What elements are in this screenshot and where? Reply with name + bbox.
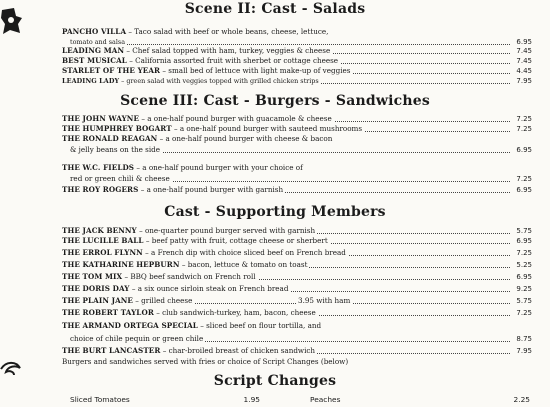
item-desc: – char-broiled breast of chicken sandwich	[160, 346, 316, 355]
item-desc-cont: red or green chili & cheese	[70, 174, 170, 183]
menu-item-errol-flynn	[62, 248, 532, 258]
item-desc: – BBQ beef sandwich on French roll	[122, 272, 256, 281]
item-price: 5.75	[516, 227, 532, 235]
item-price: 8.75	[516, 335, 532, 343]
item-name: LEADING MAN	[62, 46, 125, 55]
item-name: THE RONALD REAGAN	[62, 134, 158, 143]
item-desc: – a one-half pound burger with cheese & bacon	[157, 134, 333, 143]
item-desc-cont: choice of chile pequin or green chile	[70, 334, 204, 343]
item-price: 2.25	[513, 395, 530, 404]
item-price: 6.95	[516, 146, 532, 154]
menu-item-jack-benny	[62, 226, 532, 236]
menu-item-roy-rogers	[62, 185, 532, 195]
item-name: THE JACK BENNY	[62, 226, 137, 235]
item-name: THE ROY ROGERS	[62, 185, 139, 194]
item-desc: – sliced beef on flour tortilla, and	[197, 321, 322, 330]
item-name: THE LUCILLE BALL	[62, 236, 144, 245]
item-price: 9.25	[516, 285, 532, 293]
item-name: PANCHO VILLA	[62, 27, 127, 36]
item-name: LEADING LADY	[62, 77, 120, 85]
menu-item-leading-lady	[62, 76, 532, 86]
item-price: 6.95	[516, 186, 532, 194]
item-price: 6.95	[516, 237, 532, 245]
item-desc: – a one-half pound burger with garnish	[138, 185, 284, 194]
item-desc: – a one-half pound burger with sauteed mushrooms	[171, 124, 363, 133]
item-desc-cont: tomato and salsa	[70, 38, 126, 46]
item-desc: – grilled cheese	[133, 296, 193, 305]
item-alt-price: 3.95 with ham	[298, 296, 351, 305]
item-price: 7.25	[516, 309, 532, 317]
item-desc: – a six ounce sirloin steak on French bread	[129, 284, 289, 293]
item-desc-cont: & jelly beans on the side	[70, 145, 160, 154]
item-price: 7.25	[516, 125, 532, 133]
menu-item-humphrey-bogart	[62, 124, 532, 134]
menu-item-plain-jane	[62, 296, 532, 306]
item-name: Peaches	[310, 395, 341, 404]
item-price: 5.25	[516, 261, 532, 269]
menu-item-pancho-villa	[62, 27, 532, 37]
side-item-sliced-tomatoes	[70, 395, 260, 404]
menu-item-robert-taylor	[62, 308, 532, 318]
item-price: 7.95	[516, 347, 532, 355]
item-desc: – a one-half pound burger with guacamole & cheese	[139, 114, 332, 123]
item-price: 7.25	[516, 175, 532, 183]
item-name: THE ARMAND ORTEGA SPECIAL	[62, 321, 198, 330]
menu-item-ronald-reagan-cont	[70, 145, 532, 155]
item-desc: – bacon, lettuce & tomato on toast	[179, 260, 308, 269]
item-name: THE HUMPHREY BOGART	[62, 124, 172, 133]
item-desc: – one-quarter pound burger served with garnish	[136, 226, 316, 235]
item-price: 5.75	[516, 297, 532, 305]
section-title-burgers: Scene III: Cast - Burgers - Sandwiches	[120, 93, 430, 109]
item-desc: – Taco salad with beef or whole beans, cheese, lettuce,	[126, 27, 329, 36]
item-price: 7.95	[516, 77, 532, 85]
item-price: 7.45	[516, 47, 532, 55]
item-price: 7.45	[516, 57, 532, 65]
item-price: 7.25	[516, 115, 532, 123]
item-name: THE BURT LANCASTER	[62, 346, 161, 355]
menu-item-katharine-hepburn	[62, 260, 532, 270]
item-desc: – a French dip with choice sliced beef on French bread	[142, 248, 346, 257]
menu-item-starlet	[62, 66, 532, 76]
item-price: 4.45	[516, 67, 532, 75]
menu-item-wc-fields	[62, 163, 532, 173]
item-desc: – California assorted fruit with sherbet or cottage cheese	[126, 56, 339, 65]
item-name: THE JOHN WAYNE	[62, 114, 140, 123]
menu-item-ronald-reagan	[62, 134, 532, 144]
item-price: 6.95	[516, 38, 532, 46]
item-name: THE PLAIN JANE	[62, 296, 134, 305]
item-name: THE KATHARINE HEPBURN	[62, 260, 180, 269]
item-price: 1.95	[243, 395, 260, 404]
menu-item-lucille-ball	[62, 236, 532, 246]
item-desc: – green salad with veggies topped with grilled chicken strips	[119, 77, 319, 85]
item-price: 6.95	[516, 273, 532, 281]
menu-item-armand-ortega-cont	[70, 334, 532, 344]
item-name: Sliced Tomatoes	[70, 395, 130, 404]
menu-item-armand-ortega	[62, 321, 532, 331]
menu-item-john-wayne	[62, 114, 532, 124]
item-desc: – small bed of lettuce with light make-up of veggies	[160, 66, 351, 75]
menu-item-tom-mix	[62, 272, 532, 282]
item-name: THE DORIS DAY	[62, 284, 130, 293]
item-desc: – beef patty with fruit, cottage cheese or sherbert	[143, 236, 328, 245]
item-name: BEST MUSICAL	[62, 56, 127, 65]
menu-item-leading-man	[62, 46, 532, 56]
menu-item-best-musical	[62, 56, 532, 66]
served-with-note: Burgers and sandwiches served with fries or choice of Script Changes (below)	[62, 357, 349, 366]
item-desc: – a one-half pound burger with your choice of	[134, 163, 303, 172]
item-name: THE ROBERT TAYLOR	[62, 308, 154, 317]
item-name: THE ERROL FLYNN	[62, 248, 143, 257]
item-name: STARLET OF THE YEAR	[62, 66, 161, 75]
item-name: THE W.C. FIELDS	[62, 163, 135, 172]
menu-item-doris-day	[62, 284, 532, 294]
section-title-salads: Scene II: Cast - Salads	[184, 1, 366, 17]
side-item-peaches	[310, 395, 530, 404]
menu-item-burt-lancaster	[62, 346, 532, 356]
section-title-script-changes: Script Changes	[213, 373, 337, 389]
item-price: 7.25	[516, 249, 532, 257]
section-title-supporting: Cast - Supporting Members	[164, 204, 386, 220]
item-name: THE TOM MIX	[62, 272, 123, 281]
menu-item-wc-fields-cont	[70, 174, 532, 184]
item-desc: – club sandwich-turkey, ham, bacon, cheese	[153, 308, 316, 317]
item-desc: – Chef salad topped with ham, turkey, veggies & cheese	[124, 46, 331, 55]
